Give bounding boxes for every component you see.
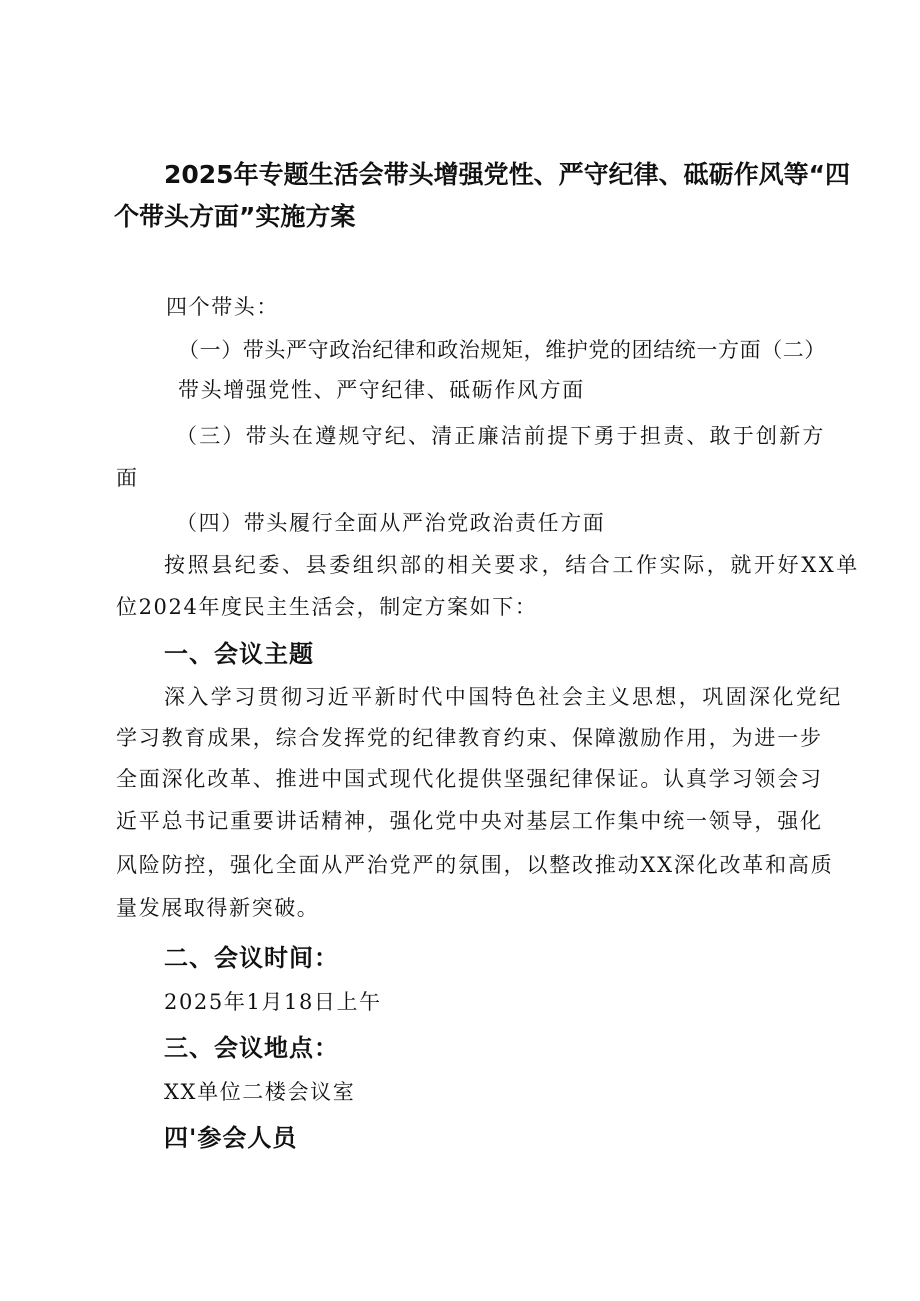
item-3-line-2: 面	[116, 466, 139, 490]
section-1-heading: 一、会议主题	[164, 640, 314, 668]
preamble-line-2: 位2024年度民主生活会，制定方案如下：	[116, 595, 538, 619]
preamble-line-1: 按照县纪委、县委组织部的相关要求，结合工作实际，就开好XX单	[164, 553, 860, 577]
section-1-line-5: 风险防控，强化全面从严治党严的氛围，以整改推动XX深化改革和高质	[116, 853, 834, 877]
intro-label: 四个带头：	[166, 295, 279, 319]
section-2-value: 2025年1月18日上午	[164, 990, 382, 1014]
item-1-line-1: （一）带头严守政治纪律和政治规矩，维护党的团结统一方面（二）	[178, 338, 826, 362]
section-1-line-3: 全面深化改革、推进中国式现代化提供坚强纪律保证。认真学习领会习	[116, 767, 823, 791]
section-1-line-6: 量发展取得新突破。	[116, 896, 320, 920]
section-2-heading: 二、会议时间：	[164, 944, 339, 972]
section-1-line-2: 学习教育成果，综合发挥党的纪律教育约束、保障激励作用，为进一步	[116, 726, 823, 750]
section-3-value: XX单位二楼会议室	[164, 1080, 356, 1104]
item-1-line-2: 带头增强党性、严守纪律、砥砺作风方面	[178, 378, 585, 402]
item-3-line-1: （三）带头在遵规守纪、清正廉洁前提下勇于担责、敢于创新方	[176, 424, 826, 448]
section-1-line-4: 近平总书记重要讲话精神，强化党中央对基层工作集中统一领导，强化	[116, 809, 823, 833]
item-4: （四）带头履行全面从严治党政治责任方面	[176, 511, 606, 535]
section-4-heading: 四'参会人员	[164, 1124, 298, 1152]
document-title-line-2: 个带头方面”实施方案	[114, 202, 356, 231]
section-1-line-1: 深入学习贯彻习近平新时代中国特色社会主义思想，巩固深化党纪	[164, 685, 843, 709]
section-3-heading: 三、会议地点：	[164, 1034, 339, 1062]
document-title-line-1: 2025年专题生活会带头增强党性、严守纪律、砥砺作风等“四	[164, 160, 851, 189]
